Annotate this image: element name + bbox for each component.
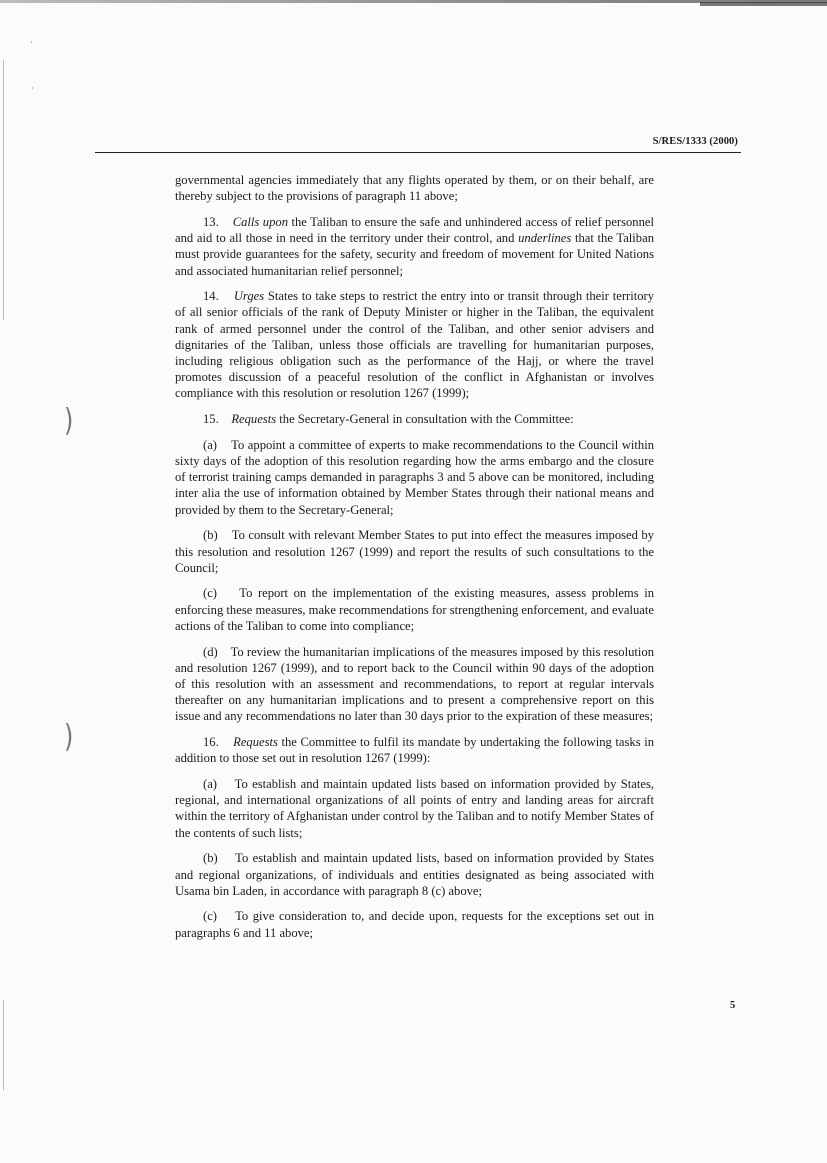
- subparagraph-label: (c): [203, 909, 217, 924]
- subparagraph-text: To give consideration to, and decide upon, requests for the exceptions set out in paragraphs 6 and 11 above;: [175, 909, 655, 940]
- paragraph-16: [175, 734, 654, 766]
- scan-speck: ·: [31, 84, 34, 93]
- subparagraph-15b: [175, 527, 654, 576]
- operative-verb: Calls upon: [232, 214, 288, 229]
- scan-left-edge: [3, 60, 4, 320]
- paragraph-13: [175, 214, 654, 279]
- scan-left-edge-lower: [3, 1000, 4, 1090]
- subparagraph-15c: [175, 585, 654, 634]
- operative-verb: Requests: [231, 412, 277, 427]
- paragraph-text: the Committee to fulfil its mandate by undertaking the following tasks in addition to those set out in resolution 1267 (1999):: [175, 735, 654, 766]
- scan-hole-mark: ): [64, 401, 74, 439]
- subparagraph-text: To appoint a committee of experts to make recommendations to the Council within sixty days of the adoption of this resolution regarding how the arms embargo and the closure of terrorist training camps demanded in paragraphs 3 and 5 above can be monitored, including inter alia the use of information obtained by Member States through their national means and provided by them to the Secretary-General;: [175, 437, 654, 517]
- subparagraph-16c: [175, 908, 654, 940]
- subparagraph-15d: [175, 644, 654, 725]
- subparagraph-label: (b): [203, 851, 218, 866]
- subparagraph-label: (d): [203, 644, 218, 659]
- subparagraph-15a: [175, 437, 654, 518]
- subparagraph-label: (a): [203, 437, 217, 452]
- paragraph-number: 16.: [203, 735, 219, 750]
- paragraph-text: the Taliban to ensure the safe and unhindered access of relief personnel and aid to all those in need in the territory under their control, and: [175, 214, 654, 246]
- paragraph-15: [175, 411, 654, 427]
- paragraph-12-continued: governmental agencies immediately that any flights operated by them, or on their behalf, are thereby subject to the provisions of paragraph 11 above;: [175, 173, 654, 204]
- subparagraph-label: (b): [203, 528, 218, 543]
- scan-hole-mark: ): [64, 717, 74, 755]
- subparagraph-text: To consult with relevant Member States to put into effect the measures imposed by this resolution and resolution 1267 (1999) and report the results of such consultations to the Council;: [175, 528, 655, 575]
- paragraph-14: [175, 288, 654, 401]
- document-body: [175, 172, 654, 950]
- subparagraph-text: To report on the implementation of the existing measures, assess problems in enforcing these measures, make recommendations for strengthening enforcement, and evaluate actions of the Taliban to come into compliance;: [175, 586, 655, 633]
- subparagraph-text: To establish and maintain updated lists, based on information provided by States and regional organizations, of individuals and entities designated as being associated with Usama bin Laden, in accordance with paragraph 8 (c) above;: [175, 851, 655, 898]
- subparagraph-label: (a): [203, 777, 217, 791]
- paragraph-number: 14.: [203, 289, 219, 304]
- paragraph-text: that the Taliban must provide guarantees for the safety, security and freedom of movement for United Nations and associated humanitarian relief personnel;: [175, 231, 654, 278]
- operative-verb: Urges: [233, 289, 265, 304]
- paragraph-number: 15.: [203, 412, 219, 427]
- paragraph-text: the Secretary-General in consultation with the Committee:: [276, 412, 574, 427]
- document-symbol: S/RES/1333 (2000): [652, 136, 738, 147]
- subparagraph-text: To establish and maintain updated lists based on information provided by States, regional, and international organizations of all points of entry and landing areas for aircraft within the territory of Afghanistan under control by the Taliban and to notify Member States of the contents of such lists;: [175, 777, 655, 840]
- operative-verb: underlines: [518, 231, 572, 246]
- scan-speck: ·: [30, 38, 33, 47]
- paragraph-text: States to take steps to restrict the entry into or transit through their territory of all senior officials of the rank of Deputy Minister or higher in the Taliban, the equivalent rank of armed personnel under the control of the Taliban, and other senior advisers and dignitaries of the Taliban, unless those officials are travelling for humanitarian purposes, including religious obligation such as the performance of the Hajj, or where the travel promotes discussion of a peaceful resolution of the conflict in Afghanistan or involves compliance with this resolution or resolution 1267 (1999);: [175, 289, 654, 401]
- paragraph-number: 13.: [203, 214, 219, 229]
- scan-top-edge-dark: [700, 2, 827, 6]
- subparagraph-label: (c): [203, 586, 217, 601]
- subparagraph-text: To review the humanitarian implications of the measures imposed by this resolution and resolution 1267 (1999), and to report back to the Council within 90 days of the adoption of this resolution with an assessment and recommendations, to report at regular intervals thereafter on any humanitarian implications and to present a comprehensive report on this issue and any recommendations no later than 30 days prior to the expiration of these measures;: [175, 644, 654, 724]
- subparagraph-16b: [175, 850, 654, 899]
- page-number: 5: [730, 1000, 736, 1011]
- header-rule: [95, 152, 741, 153]
- subparagraph-16a: [175, 776, 654, 841]
- operative-verb: Requests: [233, 735, 278, 750]
